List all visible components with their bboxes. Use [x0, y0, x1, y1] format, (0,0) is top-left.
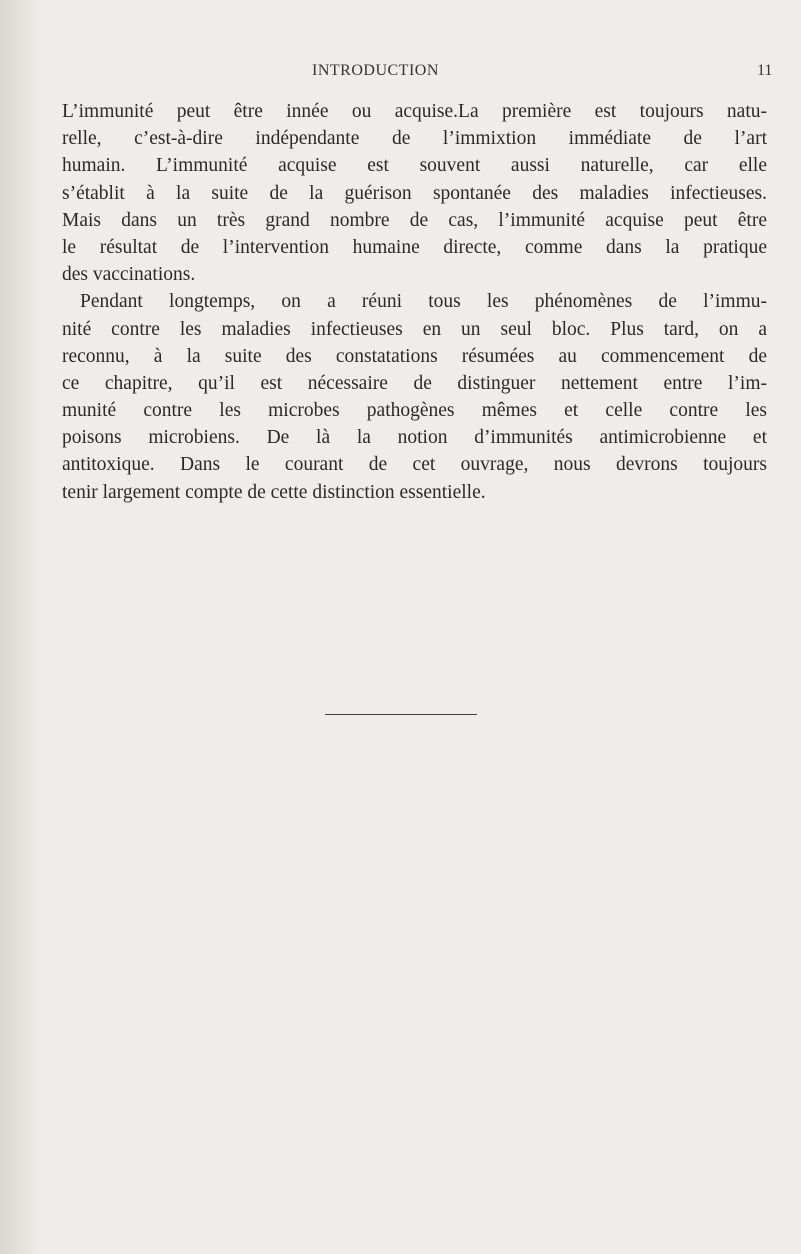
- running-title: INTRODUCTION: [312, 62, 439, 79]
- body-text: [62, 98, 767, 506]
- text-line: nité contre les maladies infectieuses en un seul bloc. Plus tard, on a: [62, 318, 767, 340]
- text-line: tenir largement compte de cette distinction essentielle.: [62, 481, 486, 503]
- page-number: 11: [757, 62, 773, 79]
- section-end-rule: [325, 714, 477, 715]
- text-line: humain. L’immunité acquise est souvent aussi naturelle, car elle: [62, 155, 767, 177]
- text-line: des vaccinations.: [62, 264, 196, 286]
- text-line: relle, c’est-à-dire indépendante de l’immixtion immédiate de l’art: [62, 128, 767, 150]
- paragraph-start-line: Pendant longtemps, on a réuni tous les phénomènes de l’immu-: [80, 291, 767, 313]
- text-line: ce chapitre, qu’il est nécessaire de distinguer nettement entre l’im-: [62, 372, 767, 394]
- text-line: s’établit à la suite de la guérison spontanée des maladies infectieuses.: [62, 182, 767, 204]
- text-line: poisons microbiens. De là la notion d’immunités antimicrobienne et: [62, 427, 767, 449]
- page-edge-shadow: [0, 0, 40, 1254]
- text-line: munité contre les microbes pathogènes mêmes et celle contre les: [62, 400, 767, 422]
- text-line: le résultat de l’intervention humaine directe, comme dans la pratique: [62, 236, 767, 258]
- text-line: L’immunité peut être innée ou acquise.La première est toujours natu-: [62, 101, 767, 122]
- text-line: antitoxique. Dans le courant de cet ouvrage, nous devrons toujours: [62, 454, 767, 476]
- text-line: Mais dans un très grand nombre de cas, l’immunité acquise peut être: [62, 209, 767, 231]
- text-line: reconnu, à la suite des constatations résumées au commencement de: [62, 345, 767, 367]
- running-head: [0, 62, 801, 86]
